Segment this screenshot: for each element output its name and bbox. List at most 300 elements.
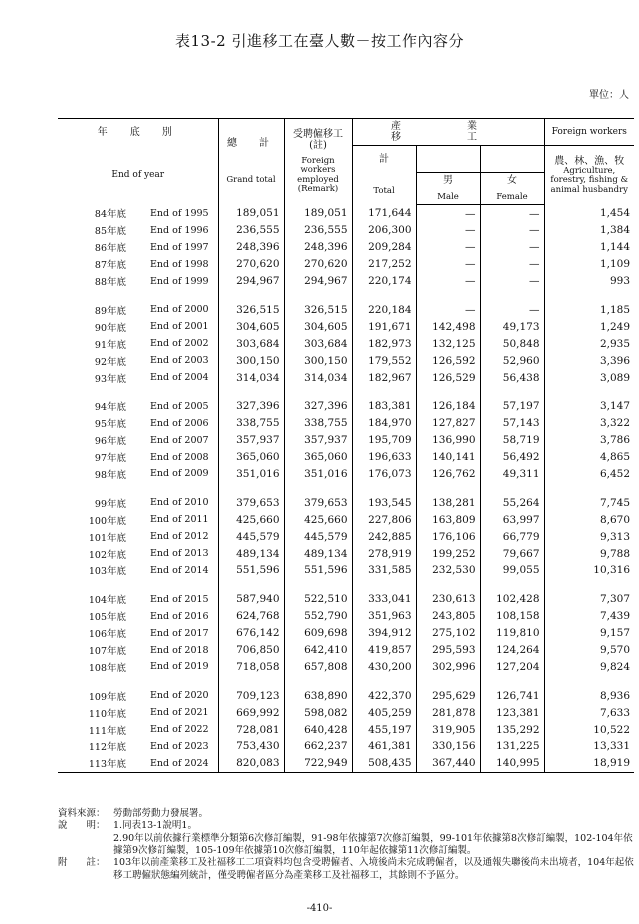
grand-total-cell: 753,430 (218, 738, 284, 755)
male-cell: — (416, 273, 480, 290)
industry-total-cell: 184,970 (352, 415, 416, 432)
year-header-zh: 年 底 別 (58, 119, 218, 146)
female-cell: 127,204 (480, 658, 544, 675)
year-en-cell: End of 2000 (150, 304, 209, 316)
year-zh-cell: 99年底 (94, 498, 126, 510)
industry-total-cell: 455,197 (352, 721, 416, 738)
year-zh-cell: 97年底 (94, 453, 126, 465)
female-cell: 119,810 (480, 625, 544, 642)
year-en-cell: End of 2016 (150, 610, 209, 622)
table-row (58, 239, 634, 256)
spacer-cell (218, 290, 284, 302)
spacer-cell (352, 675, 416, 687)
male-cell: 142,498 (416, 318, 480, 335)
industry-total-cell: 405,259 (352, 704, 416, 721)
agriculture-cell: 9,788 (544, 545, 634, 562)
spacer-cell (416, 386, 480, 398)
industry-total-header-en: Total (373, 186, 395, 197)
industry-total-cell: 209,284 (352, 239, 416, 256)
year-en-cell: End of 2001 (150, 321, 209, 333)
agriculture-cell: 9,570 (544, 642, 634, 659)
employed-cell: 357,937 (284, 432, 352, 449)
grand-total-cell: 425,660 (218, 511, 284, 528)
industry-total-cell: 195,709 (352, 432, 416, 449)
year-en-cell: End of 1995 (150, 207, 209, 219)
female-cell: — (480, 302, 544, 319)
grand-total-cell: 338,755 (218, 415, 284, 432)
industry-total-cell: 508,435 (352, 755, 416, 772)
agriculture-cell: 4,865 (544, 449, 634, 466)
grand-total-cell: 445,579 (218, 528, 284, 545)
industry-total-cell: 278,919 (352, 545, 416, 562)
male-cell: — (416, 222, 480, 239)
group-spacer (58, 675, 634, 687)
male-cell: 243,805 (416, 608, 480, 625)
male-cell: 126,762 (416, 466, 480, 483)
table-row (58, 591, 634, 608)
employed-cell: 294,967 (284, 273, 352, 290)
agriculture-cell: 1,109 (544, 256, 634, 273)
female-cell: — (480, 205, 544, 222)
group-spacer (58, 290, 634, 302)
female-cell: 56,438 (480, 369, 544, 386)
grand-total-cell: 489,134 (218, 545, 284, 562)
female-cell: — (480, 222, 544, 239)
spacer-cell (136, 290, 218, 302)
industry-total-cell: 183,381 (352, 398, 416, 415)
year-en-cell: End of 2005 (150, 400, 209, 412)
year-en-cell: End of 2004 (150, 372, 209, 384)
male-header-zh: 男 (443, 175, 453, 187)
female-cell: 126,741 (480, 687, 544, 704)
employed-cell: 722,949 (284, 755, 352, 772)
table-row (58, 273, 634, 290)
table-row (58, 449, 634, 466)
table-row (58, 755, 634, 772)
agriculture-cell: 8,670 (544, 511, 634, 528)
year-zh-cell: 93年底 (94, 373, 126, 385)
year-zh-cell: 85年底 (94, 226, 126, 238)
industry-total-cell: 193,545 (352, 494, 416, 511)
grand-total-cell: 327,396 (218, 398, 284, 415)
employed-cell: 642,410 (284, 642, 352, 659)
agriculture-cell: 2,935 (544, 335, 634, 352)
table-row (58, 494, 634, 511)
spacer-cell (416, 675, 480, 687)
female-cell: 108,158 (480, 608, 544, 625)
spacer-cell (136, 482, 218, 494)
year-zh-cell: 100年底 (88, 515, 126, 527)
male-cell: 126,592 (416, 352, 480, 369)
year-en-cell: End of 2021 (150, 707, 209, 719)
male-cell: 230,613 (416, 591, 480, 608)
female-cell: 124,264 (480, 642, 544, 659)
remark-text: 103年以前產業移工及社福移工二項資料均包含受聘僱者、入境後尚未完成聘僱者，以及通報失聯後尚未出境者，104年起依移工聘僱狀態編列統計，僅受聘僱者區分為產業移工及社福移工，其餘則不予區分。 (113, 857, 634, 881)
male-cell: — (416, 205, 480, 222)
industry-total-cell: 419,857 (352, 642, 416, 659)
male-cell: 295,629 (416, 687, 480, 704)
spacer-cell (544, 290, 634, 302)
table-row (58, 302, 634, 319)
year-zh-cell: 89年底 (94, 305, 126, 317)
spacer-cell (284, 386, 352, 398)
female-cell: 57,143 (480, 415, 544, 432)
table-row (58, 415, 634, 432)
year-en-cell: End of 2014 (150, 564, 209, 576)
female-cell: 131,225 (480, 738, 544, 755)
year-zh-cell: 108年底 (88, 662, 126, 674)
table-row (58, 562, 634, 579)
spacer-cell (284, 290, 352, 302)
industry-total-cell: 351,963 (352, 608, 416, 625)
year-zh-cell: 106年底 (88, 629, 126, 641)
female-cell: 49,311 (480, 466, 544, 483)
year-zh-cell: 109年底 (88, 691, 126, 703)
male-cell: 319,905 (416, 721, 480, 738)
table-row (58, 369, 634, 386)
year-en-cell: End of 2015 (150, 593, 209, 605)
agriculture-header (544, 146, 634, 205)
year-en-cell: End of 2022 (150, 724, 209, 736)
year-en-cell: End of 1999 (150, 275, 209, 287)
male-cell: 176,106 (416, 528, 480, 545)
agriculture-cell: 8,936 (544, 687, 634, 704)
grand-total-cell: 706,850 (218, 642, 284, 659)
table-row (58, 704, 634, 721)
spacer-cell (544, 482, 634, 494)
grand-total-cell: 820,083 (218, 755, 284, 772)
group-spacer (58, 579, 634, 591)
female-cell: 49,173 (480, 318, 544, 335)
agriculture-cell: 7,439 (544, 608, 634, 625)
spacer-cell (480, 579, 544, 591)
year-zh-cell: 102年底 (88, 549, 126, 561)
industry-total-cell: 206,300 (352, 222, 416, 239)
grand-total-cell: 669,992 (218, 704, 284, 721)
employed-cell: 365,060 (284, 449, 352, 466)
year-zh-cell: 105年底 (88, 612, 126, 624)
table-row (58, 222, 634, 239)
grand-total-header-en: Grand total (226, 174, 276, 185)
agriculture-cell: 7,633 (544, 704, 634, 721)
spacer-cell (284, 675, 352, 687)
female-header-zh: 女 (507, 175, 517, 187)
female-cell: 123,381 (480, 704, 544, 721)
table-row (58, 721, 634, 738)
agriculture-cell: 3,786 (544, 432, 634, 449)
year-en-cell: End of 2009 (150, 468, 209, 480)
source-note (58, 808, 634, 820)
source-text: 勞動部勞動力發展署。 (113, 808, 209, 819)
industry-header-zh: 產 業 移 工 (352, 119, 544, 146)
agriculture-cell: 18,919 (544, 755, 634, 772)
table-row (58, 528, 634, 545)
grand-total-cell: 270,620 (218, 256, 284, 273)
agriculture-cell: 10,316 (544, 562, 634, 579)
industry-total-cell: 182,973 (352, 335, 416, 352)
year-en-cell: End of 2019 (150, 661, 209, 673)
spacer-cell (352, 482, 416, 494)
female-header-en: Female (496, 191, 528, 202)
year-en-cell: End of 2010 (150, 497, 209, 509)
grand-total-cell: 624,768 (218, 608, 284, 625)
grand-total-cell: 303,684 (218, 335, 284, 352)
year-zh-cell: 92年底 (94, 356, 126, 368)
unit-label: 單位：人 (589, 90, 629, 101)
female-cell: 52,960 (480, 352, 544, 369)
male-cell: 199,252 (416, 545, 480, 562)
table-row (58, 335, 634, 352)
employed-cell: 425,660 (284, 511, 352, 528)
grand-total-cell: 300,150 (218, 352, 284, 369)
female-cell: — (480, 239, 544, 256)
grand-total-cell: 304,605 (218, 318, 284, 335)
employed-cell: 327,396 (284, 398, 352, 415)
grand-total-cell: 551,596 (218, 562, 284, 579)
spacer-cell (416, 579, 480, 591)
industry-total-cell: 461,381 (352, 738, 416, 755)
grand-total-cell: 718,058 (218, 658, 284, 675)
employed-cell: 640,428 (284, 721, 352, 738)
agriculture-cell: 13,331 (544, 738, 634, 755)
agriculture-cell: 1,249 (544, 318, 634, 335)
spacer-cell (58, 386, 136, 398)
year-en-cell: End of 2006 (150, 417, 209, 429)
grand-total-cell: 314,034 (218, 369, 284, 386)
female-cell: 66,779 (480, 528, 544, 545)
year-zh-cell: 110年底 (88, 708, 126, 720)
source-label: 資料來源： (58, 808, 106, 819)
industry-total-cell: 191,671 (352, 318, 416, 335)
spacer-cell (136, 579, 218, 591)
grand-total-cell: 709,123 (218, 687, 284, 704)
year-en-cell: End of 2011 (150, 514, 209, 526)
page-number: -410- (306, 903, 333, 914)
table-row (58, 545, 634, 562)
agriculture-cell: 6,452 (544, 466, 634, 483)
grand-total-cell: 189,051 (218, 205, 284, 222)
male-header-spacer (416, 146, 480, 173)
female-cell: 140,995 (480, 755, 544, 772)
agriculture-cell: 3,396 (544, 352, 634, 369)
employed-cell: 551,596 (284, 562, 352, 579)
data-table (58, 118, 634, 773)
spacer-cell (416, 290, 480, 302)
employed-cell: 662,237 (284, 738, 352, 755)
male-cell: 126,184 (416, 398, 480, 415)
employed-cell: 338,755 (284, 415, 352, 432)
agriculture-header-en: Agriculture, forestry, fishing & animal husbandry (550, 165, 629, 195)
male-cell: — (416, 302, 480, 319)
female-cell: 99,055 (480, 562, 544, 579)
spacer-cell (218, 386, 284, 398)
table-row (58, 398, 634, 415)
grand-total-cell: 379,653 (218, 494, 284, 511)
industry-total-cell: 242,885 (352, 528, 416, 545)
year-zh-cell: 91年底 (94, 339, 126, 351)
industry-total-cell: 331,585 (352, 562, 416, 579)
year-zh-cell: 95年底 (94, 419, 126, 431)
grand-total-cell: 248,396 (218, 239, 284, 256)
spacer-cell (480, 290, 544, 302)
year-en-cell: End of 2013 (150, 548, 209, 560)
agriculture-cell: 7,307 (544, 591, 634, 608)
female-cell: 135,292 (480, 721, 544, 738)
foreign-workers-header-en: Foreign workers (544, 119, 634, 146)
agriculture-header-zh: 農、林、漁、牧 (554, 155, 625, 167)
industry-total-cell: 171,644 (352, 205, 416, 222)
spacer-cell (352, 386, 416, 398)
explanation-label: 說 明： (58, 820, 106, 832)
table-row (58, 687, 634, 704)
employed-cell: 303,684 (284, 335, 352, 352)
male-cell: 138,281 (416, 494, 480, 511)
employed-cell: 552,790 (284, 608, 352, 625)
agriculture-cell: 10,522 (544, 721, 634, 738)
table-row (58, 466, 634, 483)
industry-total-cell: 220,184 (352, 302, 416, 319)
male-header-en: Male (437, 191, 459, 202)
spacer-cell (480, 386, 544, 398)
employed-header-en: Foreign workers employed (Remark) (297, 155, 339, 195)
table-row (58, 352, 634, 369)
table-row (58, 738, 634, 755)
year-en-cell: End of 2017 (150, 627, 209, 639)
employed-cell: 189,051 (284, 205, 352, 222)
year-header-en: End of year (111, 170, 165, 181)
spacer-cell (352, 579, 416, 591)
year-en-cell: End of 2024 (136, 755, 218, 772)
female-cell: — (480, 256, 544, 273)
year-zh-cell: 112年底 (88, 742, 126, 754)
year-en-cell: End of 2020 (150, 690, 209, 702)
female-cell: 58,719 (480, 432, 544, 449)
industry-total-header (352, 146, 416, 205)
female-cell: 79,667 (480, 545, 544, 562)
employed-cell: 379,653 (284, 494, 352, 511)
year-en-cell: End of 2012 (150, 531, 209, 543)
industry-total-cell: 182,967 (352, 369, 416, 386)
female-cell: 50,848 (480, 335, 544, 352)
male-cell: 132,125 (416, 335, 480, 352)
year-zh-cell: 96年底 (94, 436, 126, 448)
spacer-cell (544, 675, 634, 687)
female-cell: 63,997 (480, 511, 544, 528)
employed-cell: 236,555 (284, 222, 352, 239)
spacer-cell (544, 386, 634, 398)
male-cell: 275,102 (416, 625, 480, 642)
remark-label: 附 註： (58, 857, 106, 869)
spacer-cell (480, 675, 544, 687)
spacer-cell (352, 290, 416, 302)
male-cell: — (416, 256, 480, 273)
male-cell: 136,990 (416, 432, 480, 449)
male-cell: — (416, 239, 480, 256)
year-zh-cell: 113年底 (58, 755, 136, 772)
explanation-1: 1.同表13-1說明1。 (113, 820, 197, 832)
male-cell: 295,593 (416, 642, 480, 659)
male-header (416, 173, 480, 205)
spacer-cell (218, 579, 284, 591)
year-zh-cell: 90年底 (94, 322, 126, 334)
table-row (58, 432, 634, 449)
table-row (58, 658, 634, 675)
remark-note (58, 857, 634, 882)
agriculture-cell: 993 (544, 273, 634, 290)
agriculture-cell: 1,454 (544, 205, 634, 222)
table-row (58, 511, 634, 528)
industry-total-cell: 220,174 (352, 273, 416, 290)
employed-cell: 270,620 (284, 256, 352, 273)
spacer-cell (58, 675, 136, 687)
explanation-2: 2.90年以前依據行業標準分類第6次修訂編製，91-98年依據第7次修訂編製，99-101年依據第8次修訂編製，102-104年依據第9次修訂編製，105-109年依據第10次修訂編製，110年起依據第11次修訂編製。 (113, 832, 633, 857)
grand-total-cell: 728,081 (218, 721, 284, 738)
industry-total-cell: 227,806 (352, 511, 416, 528)
table-row (58, 608, 634, 625)
male-cell: 140,141 (416, 449, 480, 466)
industry-total-cell: 333,041 (352, 591, 416, 608)
grand-total-cell: 236,555 (218, 222, 284, 239)
agriculture-cell: 9,313 (544, 528, 634, 545)
grand-total-cell: 587,940 (218, 591, 284, 608)
agriculture-cell: 3,147 (544, 398, 634, 415)
female-cell: 55,264 (480, 494, 544, 511)
agriculture-cell: 7,745 (544, 494, 634, 511)
male-cell: 367,440 (416, 755, 480, 772)
spacer-cell (136, 675, 218, 687)
employed-cell: 351,016 (284, 466, 352, 483)
male-cell: 302,996 (416, 658, 480, 675)
female-header (480, 173, 544, 205)
group-spacer (58, 482, 634, 494)
notes-section (58, 808, 634, 882)
industry-total-cell: 430,200 (352, 658, 416, 675)
industry-total-cell: 176,073 (352, 466, 416, 483)
agriculture-cell: 3,322 (544, 415, 634, 432)
male-cell: 281,878 (416, 704, 480, 721)
year-zh-cell: 101年底 (88, 532, 126, 544)
table-row (58, 256, 634, 273)
year-en-cell: End of 2003 (150, 355, 209, 367)
employed-cell: 304,605 (284, 318, 352, 335)
agriculture-cell: 1,384 (544, 222, 634, 239)
table-row (58, 318, 634, 335)
spacer-cell (58, 482, 136, 494)
spacer-cell (284, 579, 352, 591)
spacer-cell (544, 579, 634, 591)
table-row (58, 205, 634, 222)
employed-cell: 657,808 (284, 658, 352, 675)
spacer-cell (218, 675, 284, 687)
employed-header-zh: 受聘僱移工(註) (293, 128, 343, 151)
grand-total-cell: 357,937 (218, 432, 284, 449)
year-zh-cell: 94年底 (94, 402, 126, 414)
table-title: 表13-2 引進移工在臺人數－按工作內容分 (175, 32, 464, 50)
year-en-cell: End of 2023 (150, 740, 209, 752)
spacer-cell (480, 482, 544, 494)
spacer-cell (416, 482, 480, 494)
agriculture-cell: 1,144 (544, 239, 634, 256)
grand-total-cell: 351,016 (218, 466, 284, 483)
year-en-cell: End of 2018 (150, 644, 209, 656)
grand-total-header-zh: 總 計 (227, 138, 275, 150)
male-cell: 127,827 (416, 415, 480, 432)
employed-cell: 300,150 (284, 352, 352, 369)
spacer-cell (58, 290, 136, 302)
grand-total-cell: 294,967 (218, 273, 284, 290)
year-en-cell: End of 2002 (150, 338, 209, 350)
table-row (58, 625, 634, 642)
